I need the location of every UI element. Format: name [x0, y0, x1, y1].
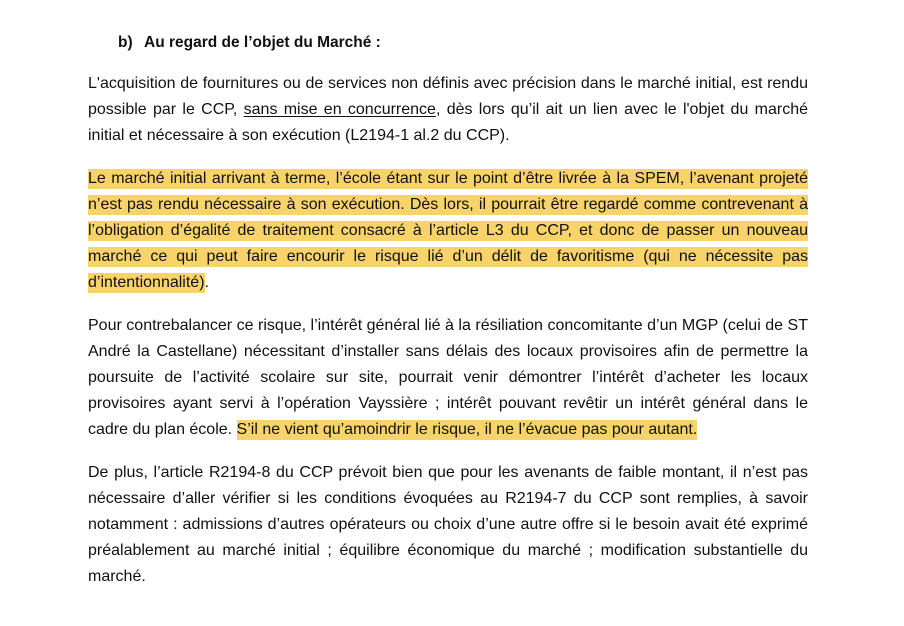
paragraph-acquisition: [88, 71, 808, 150]
highlighted-risk-text: Le marché initial arrivant à terme, l’école étant sur le point d’être livrée à la SPEM, l’avenant projeté n’est pas rendu nécessaire à son exécution. Dès lors, il pourrait être regardé comme contrevenant à l’obligation d’égalité de traitement consacré à l’article L3 du CCP, et donc de passer un nouveau marché ce qui peut faire encourir le risque lié d’un délit de favoritisme (qui ne nécessite pas d’intentionnalité): [88, 169, 808, 292]
paragraph-risk: [88, 166, 808, 297]
paragraph-acquisition-text-start: L'acquisition de fournitures ou de services non définis avec précision dans le marché initial, est rendu possible par le CCP,: [88, 75, 808, 119]
paragraph-counterbalance-text: Pour contrebalancer ce risque, l’intérêt général lié à la résiliation concomitante d’un MGP (celui de ST André la Castellane) nécessitant d’installer sans délais des locaux provisoires afin de permettre la poursuite de l’activité scolaire sur site, pourrait venir démontrer l’intérêt d’acheter les locaux provisoires ayant servi à l’opération Vayssière ; intérêt pouvant revêtir un intérêt général dans le cadre du plan école.: [88, 316, 808, 439]
paragraph-article-text: De plus, l’article R2194-8 du CCP prévoit bien que pour les avenants de faible montant, il n’est pas nécessaire d’aller vérifier si les conditions évoquées au R2194-7 du CCP sont remplies, à savoir notamment : admissions d’autres opérateurs ou choix d’une autre offre si le besoin avait été exprimé préalablement au marché initial ; équilibre économique du marché ; modification substantielle du marché.: [88, 463, 808, 586]
section-title: Au regard de l’objet du Marché :: [144, 34, 381, 51]
paragraph-acquisition-text-end: , dès lors qu’il ait un lien avec le l'objet du marché initial et nécessaire à son exécution (L2194-1 al.2 du CCP).: [88, 101, 808, 145]
paragraph-article-r2194-8: [88, 460, 808, 591]
paragraph-risk-end: .: [204, 274, 209, 292]
underlined-phrase: sans mise en concurrence: [243, 101, 436, 119]
paragraph-counterbalance: [88, 313, 808, 444]
section-number: b): [118, 34, 133, 51]
section-heading: [118, 32, 808, 54]
highlighted-conclusion-text: S’il ne vient qu’amoindrir le risque, il ne l’évacue pas pour autant.: [236, 421, 698, 439]
